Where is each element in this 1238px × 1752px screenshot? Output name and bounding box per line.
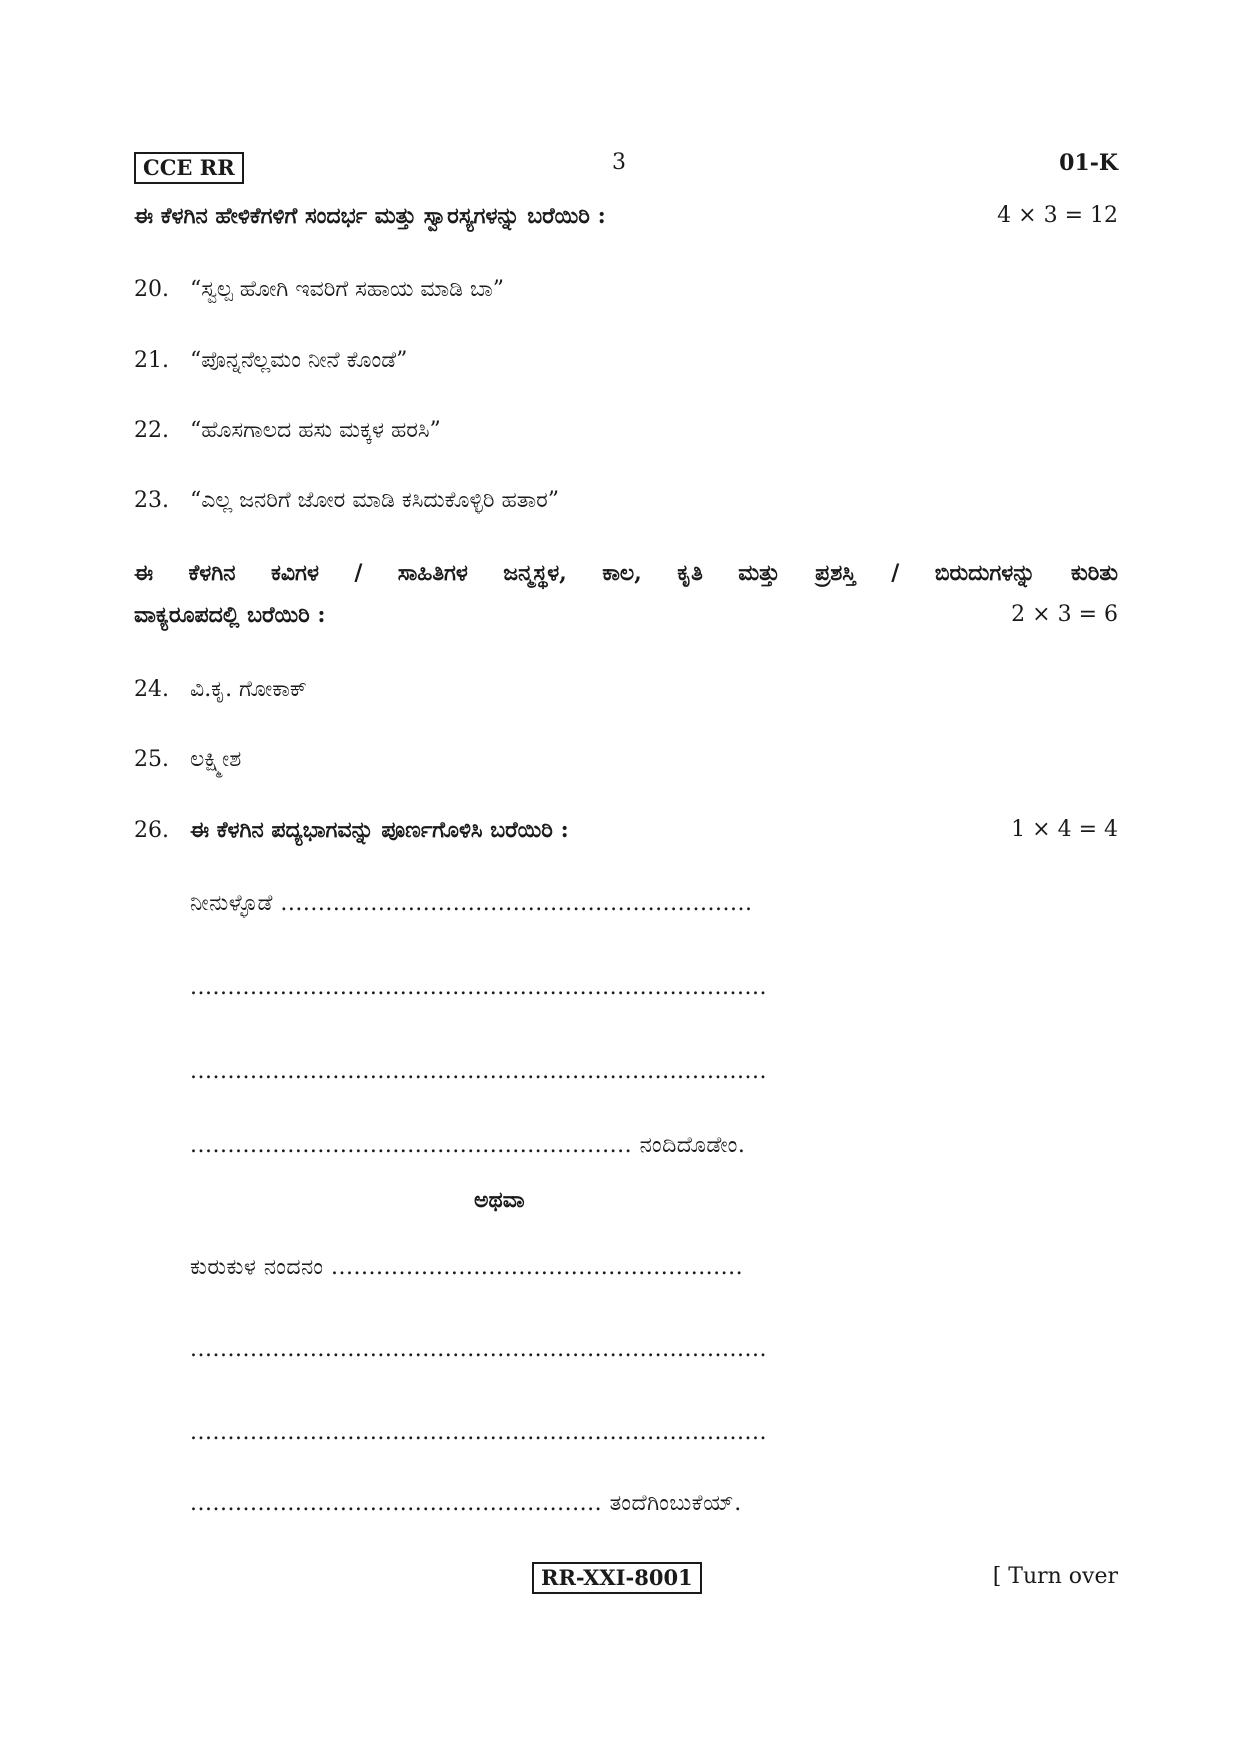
poem-b-line3: .............................................................................: [190, 1420, 767, 1445]
page-number: 3: [612, 150, 626, 175]
question-number: 25.: [134, 747, 169, 772]
poem-a-line4: ........................................................... ನಂದಿದೊಡೇಂ.: [190, 1133, 746, 1158]
question-23: [134, 486, 559, 516]
question-20: [134, 275, 504, 305]
poets-marks: 2 × 3 = 6: [1011, 602, 1118, 627]
question-24: [134, 675, 307, 705]
question-21: [134, 346, 407, 376]
poets-instruction-line2: ವಾಕ್ಯರೂಪದಲ್ಲಿ ಬರೆಯಿರಿ :: [134, 602, 326, 628]
question-number: 22.: [134, 418, 169, 443]
question-text: ವಿ.ಕೃ. ಗೋಕಾಕ್: [190, 677, 307, 702]
footer-code-box: RR-XXI-8001: [532, 1562, 702, 1594]
question-text: ಲಕ್ಷ್ಮೀಶ: [190, 747, 242, 772]
question-text: “ಹೊಸಗಾಲದ ಹಸು ಮಕ್ಕಳ ಹರಸಿ”: [190, 418, 441, 443]
question-number: 21.: [134, 348, 169, 373]
poem-a-line3: .............................................................................: [190, 1059, 767, 1084]
poem-b-line4: ....................................................... ತಂದೆಗಿಂಬುಕೆಯ್.: [190, 1491, 742, 1516]
context-instruction: ಈ ಕೆಳಗಿನ ಹೇಳಿಕೆಗಳಿಗೆ ಸಂದರ್ಭ ಮತ್ತು ಸ್ವಾರಸ್ಯಗಳನ್ನು ಬರೆಯಿರಿ :: [134, 203, 606, 229]
paper-code: 01-K: [1059, 150, 1118, 176]
poem-a-line1: ನೀನುಳ್ಳೊಡೆ ...............................................................: [190, 891, 753, 916]
poem-instruction: ಈ ಕೆಳಗಿನ ಪದ್ಯಭಾಗವನ್ನು ಪೂರ್ಣಗೊಳಿಸಿ ಬರೆಯಿರಿ :: [190, 817, 569, 843]
question-number: 23.: [134, 488, 169, 513]
question-26: [134, 815, 569, 846]
poem-b-line1: ಕುರುಕುಳ ನಂದನಂ .......................................................: [190, 1255, 744, 1280]
poem-b-line2: .............................................................................: [190, 1337, 767, 1362]
question-number: 24.: [134, 677, 169, 702]
context-marks: 4 × 3 = 12: [997, 203, 1118, 228]
question-number: 26.: [134, 818, 169, 843]
question-25: [134, 745, 241, 775]
question-text: “ಪೊನ್ನನೆಲ್ಲಮಂ ನೀನೆ ಕೊಂಡೆ”: [190, 348, 408, 373]
or-label: ಅಥವಾ: [474, 1187, 525, 1213]
question-number: 20.: [134, 277, 169, 302]
question-text: “ಎಲ್ಲ ಜನರಿಗೆ ಜೋರ ಮಾಡಿ ಕಸಿದುಕೊಳ್ಳಿರಿ ಹತಾರ”: [190, 488, 560, 513]
question-22: [134, 416, 441, 446]
turn-over-label: [ Turn over: [992, 1564, 1118, 1589]
poem-marks: 1 × 4 = 4: [1011, 817, 1118, 842]
poets-instruction-line1: ಈ ಕೆಳಗಿನ ಕವಿಗಳ / ಸಾಹಿತಿಗಳ ಜನ್ಮಸ್ಥಳ, ಕಾಲ, ಕೃತಿ ಮತ್ತು ಪ್ರಶಸ್ತಿ / ಬಿರುದುಗಳನ್ನು ಕುರಿತು: [134, 560, 1118, 586]
poem-a-line2: .............................................................................: [190, 975, 767, 1000]
question-text: “ಸ್ವಲ್ಪ ಹೋಗಿ ಇವರಿಗೆ ಸಹಾಯ ಮಾಡಿ ಬಾ”: [190, 277, 504, 302]
exam-code-box: CCE RR: [134, 152, 244, 184]
